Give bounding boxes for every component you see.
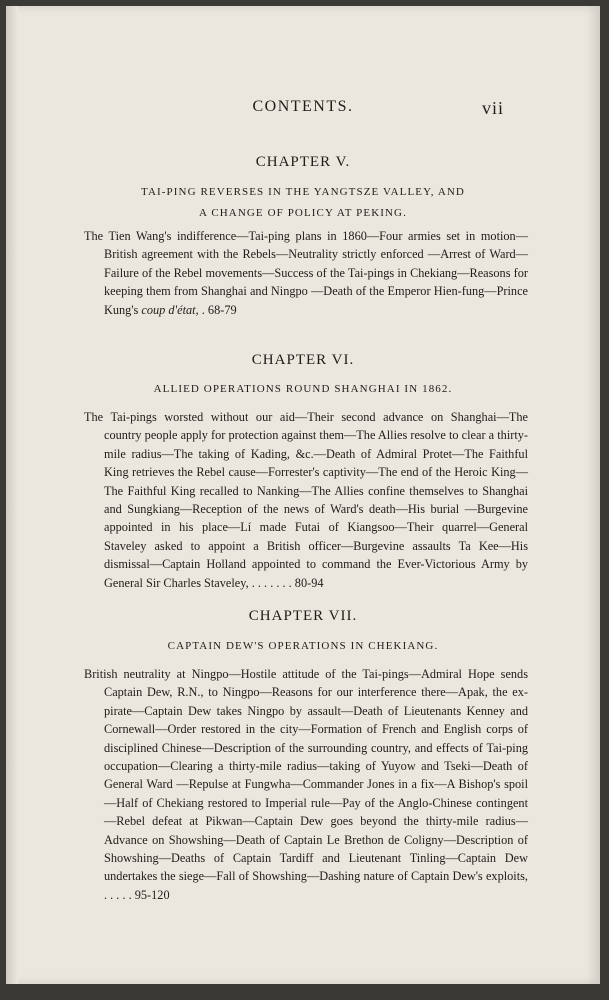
chapter-subtitle-line: ALLIED OPERATIONS ROUND SHANGHAI IN 1862. bbox=[153, 383, 453, 395]
dot-leader: . . . . . bbox=[104, 887, 132, 902]
summary-text: The Tai-pings worsted without our aid—Their second advance on Shanghai—The country people apply for protection against them—The Allies resolve to clear a thirty-mile radius—The taking of Kading, &c.—Death of Admiral Protet—The Faithful King retrieves the Rebel cause—Forrester's captivity—The end of the Heroic King—The Faithful King recalled to Nanking—The Allies confine themselves to Shanghai and Sungkiang—Reception of the news of Ward's death—His burial —Burgevine appointed in his place—Lí made Futai of Kiangsoo—Their quarrel—General Staveley asked to appoint a British officer—Burgevine assaults Ta Kee—His dismissal—Captain Holland appointed to command the Ever-Victorious Army by General Sir Charles Staveley, bbox=[84, 410, 528, 590]
page-range: 95-120 bbox=[134, 887, 170, 902]
chapter-heading: CHAPTER V. bbox=[255, 154, 351, 170]
chapter-heading: CHAPTER VII. bbox=[248, 608, 358, 624]
page-gutter-shadow bbox=[6, 6, 18, 984]
chapter-subtitle bbox=[6, 182, 600, 224]
dot-leader: . bbox=[198, 302, 205, 317]
chapter-subtitle-line: A CHANGE OF POLICY AT PEKING. bbox=[199, 207, 407, 219]
dot-leader: . . . . . . . bbox=[248, 575, 292, 590]
page-number: vii bbox=[481, 98, 504, 118]
chapter-summary bbox=[84, 408, 528, 592]
running-header bbox=[6, 98, 600, 122]
chapter-subtitle-line: TAI-PING REVERSES IN THE YANGTSZE VALLEY, AND bbox=[141, 186, 465, 198]
chapter-subtitle bbox=[6, 636, 600, 657]
book-page bbox=[6, 6, 600, 984]
chapter-subtitle bbox=[6, 379, 600, 400]
chapter-heading: CHAPTER VI. bbox=[251, 352, 355, 368]
chapter-subtitle-line: CAPTAIN DEW'S OPERATIONS IN CHEKIANG. bbox=[167, 640, 439, 652]
summary-text: British neutrality at Ningpo—Hostile attitude of the Tai-pings—Admiral Hope sends Captain Dew, R.N., to Ningpo—Reasons for our interference there—Apak, the ex-pirate—Captain Dew takes Ningpo by assault—Death of Lieutenants Kenney and Cornewall—Order restored in the city—Formation of French and English corps of disciplined Chinese—Description of the surrounding country, and effects of Tai-ping occupation—Clearing a thirty-mile radius—taking of Yuyow and Tseki—Death of General Ward —Repulse at Fungwha—Commander Jones in a fix—A Bishop's spoil—Half of Chekiang restored to Imperial rule—Pay of the Anglo-Chinese contingent—Rebel defeat at Pikwan—Captain Dew goes beyond the thirty-mile radius—Advance on Showshing—Death of Captain Le Brethon de Coligny—Description of Showshing—Deaths of Captain Tardiff and Lieutenant Tinling—Captain Dew undertakes the siege—Fall of Showshing—Dashing nature of Captain Dew's exploits, bbox=[84, 667, 528, 884]
chapter-summary bbox=[84, 665, 528, 904]
running-title: CONTENTS. bbox=[252, 98, 354, 115]
summary-text: The Tien Wang's indifference—Tai-ping plans in 1860—Four armies set in motion—British agreement with the Rebels—Neutrality strictly enforced —Arrest of Ward—Failure of the Rebel movements—Success of the Tai-pings in Chekiang—Reasons for keeping them from Shanghai and Ningpo —Death of the Emperor Hien-fung—Prince Kung's bbox=[84, 229, 528, 317]
summary-italic: coup d'état, bbox=[141, 302, 199, 317]
page-range: 80-94 bbox=[294, 575, 324, 590]
chapter-summary bbox=[84, 227, 528, 319]
page-range: 68-79 bbox=[207, 302, 237, 317]
